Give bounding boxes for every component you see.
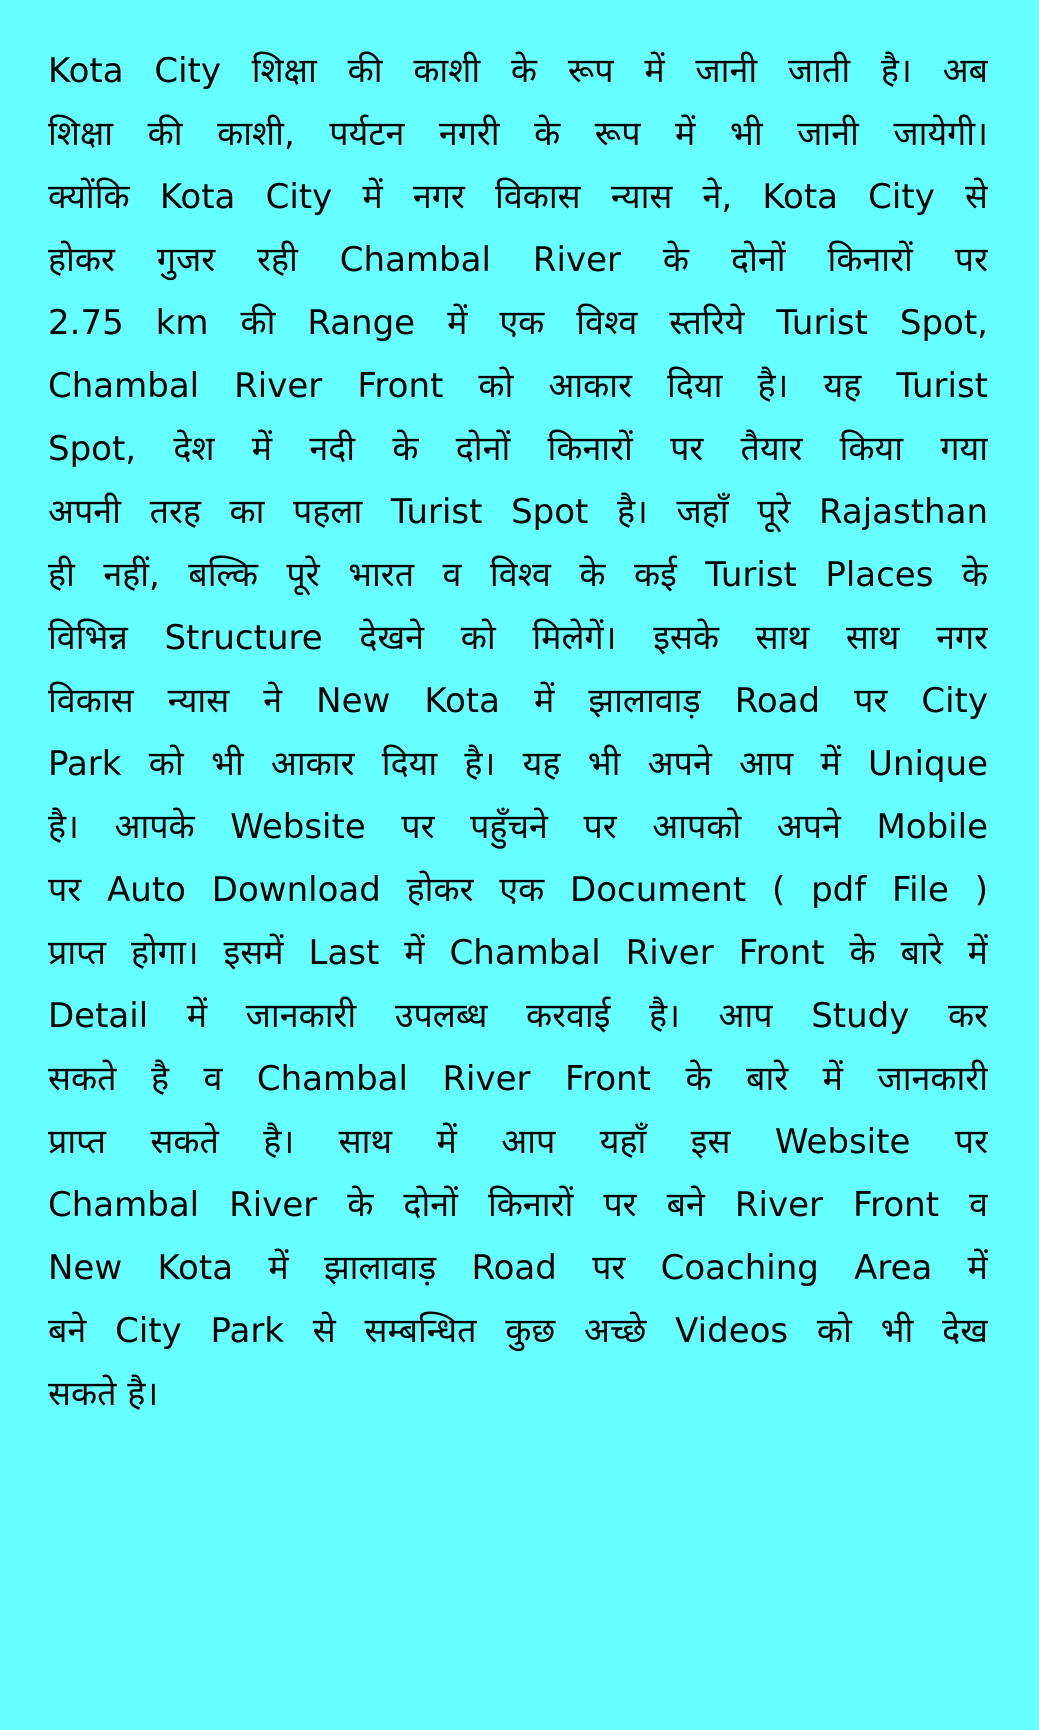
text-line: New Kota में झालावाड़ Road पर Coaching Area में [48,1248,988,1288]
text-line: ही नहीं, बल्कि पूरे भारत व विश्व के कई Turist Places के [48,555,988,595]
text-line: विभिन्न Structure देखने को मिलेगें। इसके साथ साथ नगर [48,618,988,658]
text-line: Spot, देश में नदी के दोनों किनारों पर तैयार किया गया [48,429,988,469]
text-line: होकर गुजर रही Chambal River के दोनों किनारों पर [48,240,988,280]
text-line: शिक्षा की काशी, पर्यटन नगरी के रूप में भी जानी जायेगी। [48,114,988,154]
text-line: अपनी तरह का पहला Turist Spot है। जहाँ पूरे Rajasthan [48,492,988,532]
document-body [48,40,988,1426]
text-line: है। आपके Website पर पहुँचने पर आपको अपने Mobile [48,807,988,847]
text-line: Kota City शिक्षा की काशी के रूप में जानी जाती है। अब [48,51,988,91]
text-line: प्राप्त सकते है। साथ में आप यहाँ इस Website पर [48,1122,988,1162]
text-line: Park को भी आकार दिया है। यह भी अपने आप में Unique [48,744,988,784]
text-line: Chambal River के दोनों किनारों पर बने River Front व [48,1185,988,1225]
text-line: 2.75 km की Range में एक विश्व स्तरिये Turist Spot, [48,303,988,343]
text-line: पर Auto Download होकर एक Document ( pdf File ) [48,870,988,910]
text-line: प्राप्त होगा। इसमें Last में Chambal River Front के बारे में [48,933,988,973]
text-line: Chambal River Front को आकार दिया है। यह Turist [48,366,988,406]
text-line: सकते है व Chambal River Front के बारे में जानकारी [48,1059,988,1099]
text-line: Detail में जानकारी उपलब्ध करवाई है। आप Study कर [48,996,988,1036]
text-line: क्योंकि Kota City में नगर विकास न्यास ने, Kota City से [48,177,988,217]
text-line: विकास न्यास ने New Kota में झालावाड़ Road पर City [48,681,988,721]
text-line: बने City Park से सम्बन्धित कुछ अच्छे Videos को भी देख [48,1311,988,1351]
text-line: सकते है। [48,1374,159,1414]
